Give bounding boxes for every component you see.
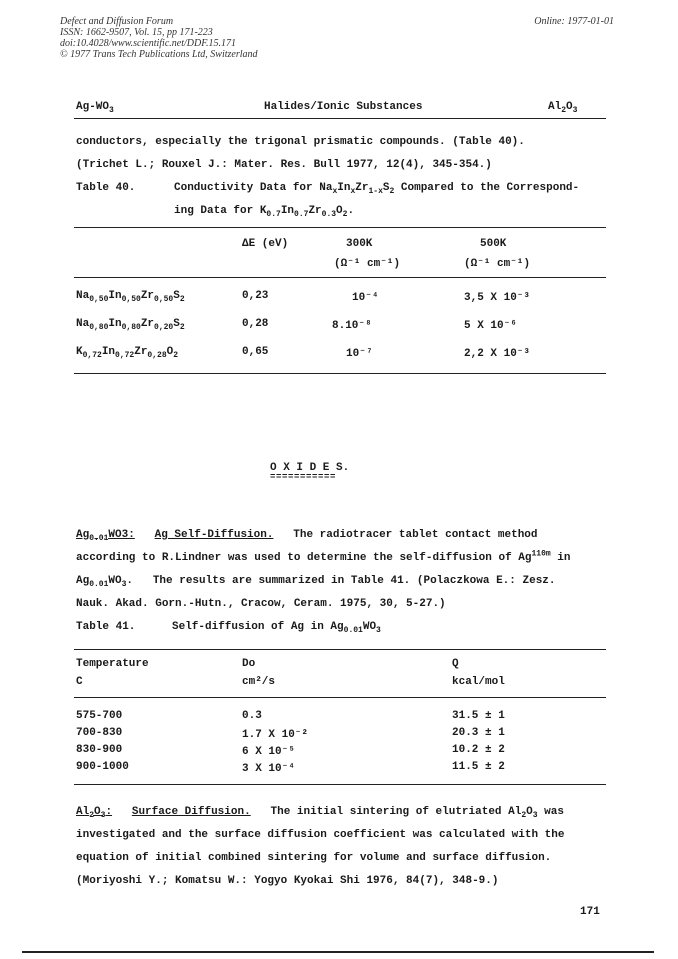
ag-section-line3: $Ag_{0.01}WO_3$. The results are summarized in Table 41. (Polaczkowa E.: Zesz. <box>76 575 556 590</box>
table41-header-d0: Do <box>242 658 256 670</box>
table41-q-3: 10.2 ± 2 <box>452 744 505 756</box>
table41-d0-3: 6 X 10⁻⁵ <box>242 746 295 758</box>
table40-label: Table 40. <box>76 182 136 194</box>
table40-de-3: 0,65 <box>242 346 269 358</box>
table40-500k-3: 2,2 X 10⁻³ <box>464 348 531 360</box>
table41-bottom-rule <box>74 784 606 785</box>
al-section-line3: equation of initial combined sintering for volume and surface diffusion. <box>76 852 552 864</box>
journal-issn: ISSN: 1662-9507, Vol. 15, pp 171-223 <box>60 27 213 38</box>
para1-line2: (Trichet L.; Rouxel J.: Mater. Res. Bull 1977, 12(4), 345-354.) <box>76 159 492 171</box>
table40-300k-3: 10⁻⁷ <box>346 348 373 360</box>
oxides-underline: =========== <box>270 472 337 482</box>
table41-header-temp: Temperature <box>76 658 149 670</box>
table41-d0-2: 1.7 X 10⁻² <box>242 729 309 741</box>
table40-300k-2: 8.10⁻⁸ <box>332 320 372 332</box>
table40-compound-3: $K_{0,72}In_{0,72}Zr_{0,28}O_2$ <box>76 346 179 361</box>
table41-d0-1: 0.3 <box>242 710 262 722</box>
table40-units-300k: (Ω⁻¹ cm⁻¹) <box>334 258 401 270</box>
running-header-center: Halides/Ionic Substances <box>264 101 423 113</box>
online-date: Online: 1977-01-01 <box>534 16 614 27</box>
table40-caption-line2: ing Data for $K_{0.7}In_{0.7}Zr_{0.3}O_2$. <box>174 205 355 220</box>
table40-bottom-rule <box>74 373 606 374</box>
table41-unit-q: kcal/mol <box>452 676 505 688</box>
table40-header-rule <box>74 277 606 278</box>
oxides-title: O X I D E S. <box>270 462 350 474</box>
table41-temp-2: 700-830 <box>76 727 123 739</box>
table41-temp-3: 830-900 <box>76 744 123 756</box>
table40-header-de: ΔE (eV) <box>242 238 289 250</box>
table41-header-q: Q <box>452 658 459 670</box>
table41-unit-temp: C <box>76 676 83 688</box>
ag-formula-heading: $Ag_{0.01}WO3$: <box>76 529 135 544</box>
table41-header-rule <box>74 697 606 698</box>
table40-300k-1: 10⁻⁴ <box>352 292 379 304</box>
table41-q-4: 11.5 ± 2 <box>452 761 505 773</box>
al-formula-heading: $Al_2O_3$: <box>76 806 113 821</box>
table41-q-2: 20.3 ± 1 <box>452 727 505 739</box>
para1-line1: conductors, especially the trigonal prismatic compounds. (Table 40). <box>76 136 525 148</box>
table41-top-rule <box>74 649 606 650</box>
table40-header-500k: 500K <box>480 238 507 250</box>
table41-temp-4: 900-1000 <box>76 761 129 773</box>
header-rule <box>74 118 606 119</box>
journal-copyright: © 1977 Trans Tech Publications Ltd, Switzerland <box>60 49 258 60</box>
table41-caption: Self-diffusion of Ag in $Ag_{0.01}WO_3$ <box>172 621 381 636</box>
ag-section-line1: $Ag_{0.01}WO3$: Ag Self-Diffusion. The radiotracer tablet contact method <box>76 529 538 544</box>
al-section-line4: (Moriyoshi Y.; Komatsu W.: Yogyo Kyokai Shi 1976, 84(7), 348-9.) <box>76 875 499 887</box>
table40-500k-2: 5 X 10⁻⁶ <box>464 320 517 332</box>
table40-header-300k: 300K <box>346 238 373 250</box>
journal-doi: doi:10.4028/www.scientific.net/DDF.15.171 <box>60 38 237 49</box>
table40-500k-1: 3,5 X 10⁻³ <box>464 292 531 304</box>
table41-label: Table 41. <box>76 621 136 633</box>
table40-de-1: 0,23 <box>242 290 269 302</box>
table40-compound-2: $Na_{0,80}In_{0,80}Zr_{0,20}S_2$ <box>76 318 185 333</box>
journal-name: Defect and Diffusion Forum <box>60 16 174 27</box>
table40-caption: Conductivity Data for $Na_xIn_xZr_{1-x}S_2$ Compared to the Correspond- <box>174 182 580 197</box>
table40-top-rule <box>74 227 606 228</box>
al-section-line1: $Al_2O_3$: Surface Diffusion. The initial sintering of elutriated $Al_2O_3$ was <box>76 806 564 821</box>
table41-temp-1: 575-700 <box>76 710 123 722</box>
page-number: 171 <box>580 906 600 918</box>
table41-unit-d0: cm²/s <box>242 676 276 688</box>
al-section-line2: investigated and the surface diffusion coefficient was calculated with the <box>76 829 565 841</box>
table40-units-500k: (Ω⁻¹ cm⁻¹) <box>464 258 531 270</box>
ag-section-line4: Nauk. Akad. Gorn.-Hutn., Cracow, Ceram. 1975, 30, 5-27.) <box>76 598 446 610</box>
table41-d0-4: 3 X 10⁻⁴ <box>242 763 295 775</box>
al-section-title: Surface Diffusion. <box>131 806 251 818</box>
ag-section-title: Ag Self-Diffusion. <box>154 529 274 541</box>
page-bottom-edge <box>22 951 654 953</box>
table40-de-2: 0,28 <box>242 318 269 330</box>
running-header-left: $Ag-WO_3$ <box>76 101 114 116</box>
journal-header <box>60 16 258 60</box>
table40-compound-1: $Na_{0,50}In_{0,50}Zr_{0,50}S_2$ <box>76 290 185 305</box>
ag-section-line2: according to R.Lindner was used to determine the self-diffusion of $Ag^{110m}$ in <box>76 549 571 564</box>
table41-q-1: 31.5 ± 1 <box>452 710 505 722</box>
running-header-right: $Al_2O_3$ <box>548 101 578 116</box>
